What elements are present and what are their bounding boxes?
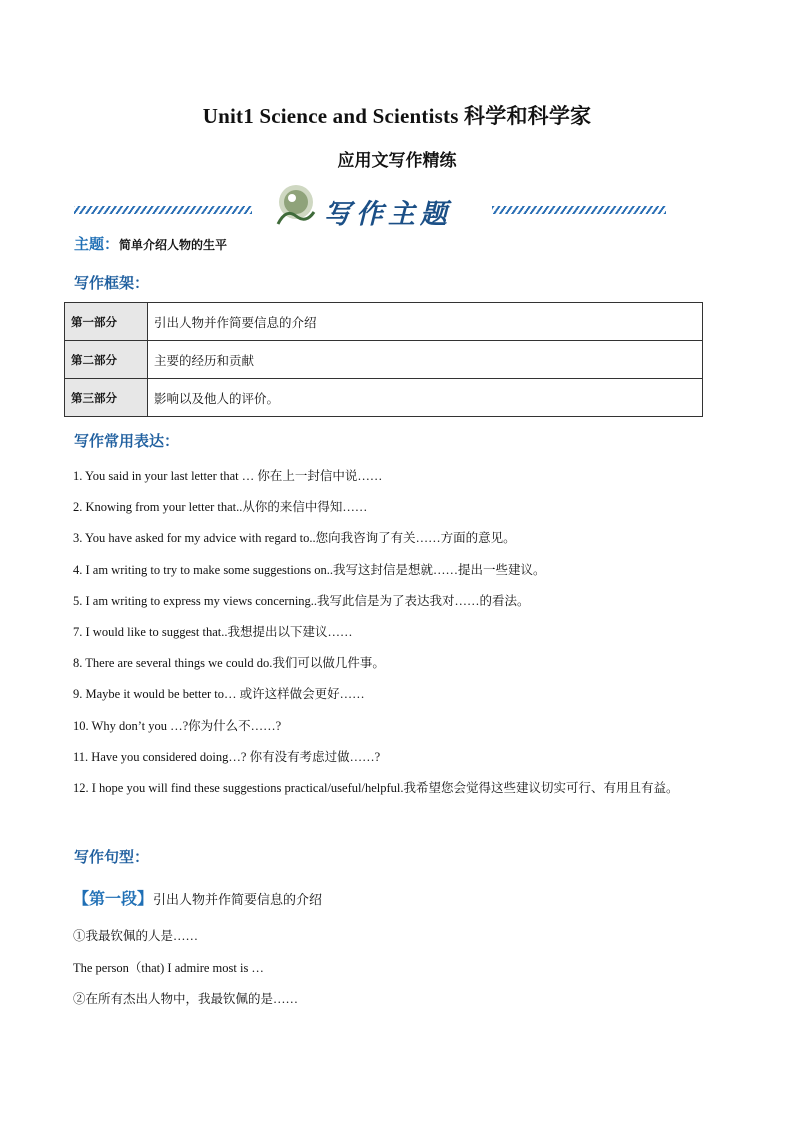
table-row xyxy=(65,303,703,341)
expression-item: 10. Why don’t you …?你为什么不……? xyxy=(73,719,282,733)
sentence-line: ②在所有杰出人物中，我最钦佩的是…… xyxy=(73,992,299,1006)
framework-table xyxy=(64,302,703,417)
part-desc: 主要的经历和贡献 xyxy=(148,341,703,379)
part-desc: 影响以及他人的评价。 xyxy=(148,379,703,417)
banner-stripe-left xyxy=(74,206,252,214)
expression-item: 12. I hope you will find these suggestions practical/useful/helpful.我希望您会觉得这些建议切实可行、有用且有益。 xyxy=(73,781,679,795)
sentence-line: The person（that) I admire most is … xyxy=(73,961,264,975)
writing-emblem-icon xyxy=(272,182,320,232)
document-title: Unit1 Science and Scientists 科学和科学家 xyxy=(202,104,592,128)
document-subtitle: 应用文写作精练 xyxy=(337,151,457,171)
table-row xyxy=(65,379,703,417)
theme-label: 主题： xyxy=(74,235,120,253)
expression-item: 9. Maybe it would be better to… 或许这样做会更好…… xyxy=(73,687,365,701)
paragraph-heading xyxy=(73,886,322,909)
expression-item: 1. You said in your last letter that … 你在上一封信中说…… xyxy=(73,469,383,483)
table-row xyxy=(65,341,703,379)
section-banner xyxy=(0,182,794,240)
expression-item: 8. There are several things we could do.我们可以做几件事。 xyxy=(73,656,385,670)
expression-item: 3. You have asked for my advice with regard to..您向我咨询了有关……方面的意见。 xyxy=(73,531,516,545)
sentence-line: ①我最钦佩的人是…… xyxy=(73,929,199,943)
sentences-heading: 写作句型： xyxy=(74,848,150,866)
paragraph-tag: 【第一段】 xyxy=(73,889,154,908)
banner-title: 写作主题 xyxy=(324,199,452,230)
expression-item: 4. I am writing to try to make some suggestions on..我写这封信是想就……提出一些建议。 xyxy=(73,563,546,577)
paragraph-desc: 引出人物并作简要信息的介绍 xyxy=(153,893,323,908)
part-label: 第三部分 xyxy=(65,379,148,417)
part-desc: 引出人物并作简要信息的介绍 xyxy=(148,303,703,341)
framework-heading: 写作框架： xyxy=(74,274,150,292)
expression-item: 5. I am writing to express my views concerning..我写此信是为了表达我对……的看法。 xyxy=(73,594,530,608)
part-label: 第二部分 xyxy=(65,341,148,379)
banner-stripe-right xyxy=(492,206,666,214)
theme-text: 简单介绍人物的生平 xyxy=(119,238,228,252)
expression-item: 7. I would like to suggest that..我想提出以下建议…… xyxy=(73,625,353,639)
expression-item: 2. Knowing from your letter that..从你的来信中得知…… xyxy=(73,500,368,514)
expression-item: 11. Have you considered doing…? 你有没有考虑过做……? xyxy=(73,750,381,764)
theme-line xyxy=(74,233,227,254)
expressions-heading: 写作常用表达： xyxy=(74,432,180,450)
part-label: 第一部分 xyxy=(65,303,148,341)
